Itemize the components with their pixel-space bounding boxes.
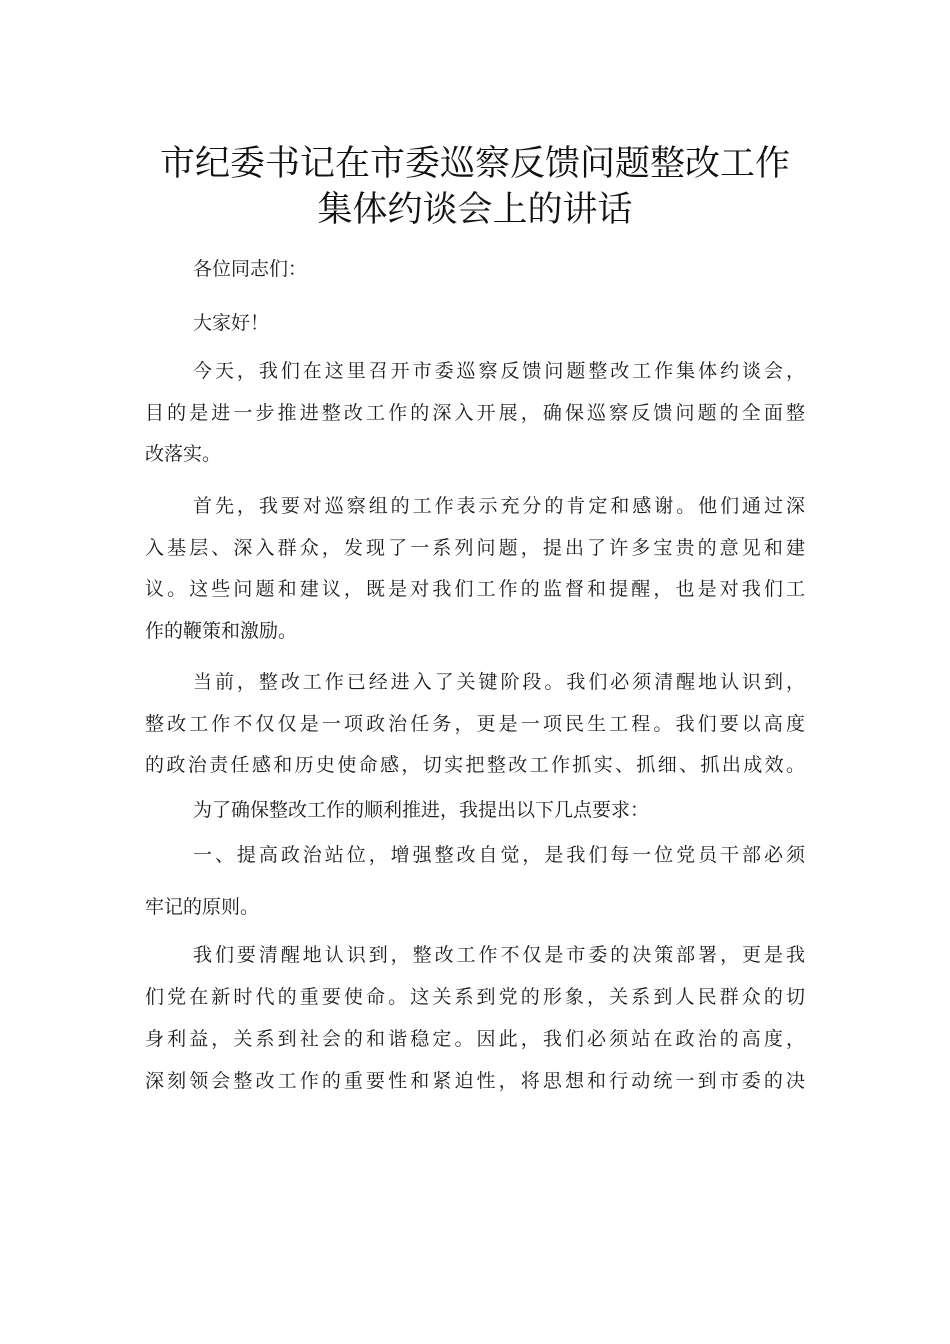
greeting: 大家好！ <box>193 312 270 334</box>
body-line: 们党在新时代的重要使命。这关系到党的形象，关系到人民群众的切 <box>145 986 805 1008</box>
salutation: 各位同志们： <box>193 258 308 280</box>
body-line: 目的是进一步推进整改工作的深入开展，确保巡察反馈问题的全面整 <box>145 402 805 424</box>
body-line: 当前，整改工作已经进入了关键阶段。我们必须清醒地认识到， <box>193 671 805 693</box>
document-title-line-1: 市纪委书记在市委巡察反馈问题整改工作 <box>159 144 790 184</box>
section-heading-line: 一、提高政治站位，增强整改自觉，是我们每一位党员干部必须 <box>193 844 805 866</box>
body-line: 作的鞭策和激励。 <box>145 620 298 642</box>
body-line: 整改工作不仅仅是一项政治任务，更是一项民生工程。我们要以高度 <box>145 713 805 735</box>
body-line: 入基层、深入群众，发现了一系列问题，提出了许多宝贵的意见和建 <box>145 537 805 559</box>
body-line: 今天，我们在这里召开市委巡察反馈问题整改工作集体约谈会， <box>193 360 805 382</box>
body-line: 深刻领会整改工作的重要性和紧迫性，将思想和行动统一到市委的决 <box>145 1070 805 1092</box>
body-line: 改落实。 <box>145 443 222 465</box>
body-line: 首先，我要对巡察组的工作表示充分的肯定和感谢。他们通过深 <box>193 495 805 517</box>
body-line: 的政治责任感和历史使命感，切实把整改工作抓实、抓细、抓出成效。 <box>145 754 805 776</box>
body-line: 我们要清醒地认识到，整改工作不仅是市委的决策部署，更是我 <box>193 944 805 966</box>
body-line: 为了确保整改工作的顺利推进，我提出以下几点要求： <box>193 799 650 821</box>
section-heading-line: 牢记的原则。 <box>145 896 260 918</box>
body-line: 身利益，关系到社会的和谐稳定。因此，我们必须站在政治的高度， <box>145 1028 805 1050</box>
body-line: 议。这些问题和建议，既是对我们工作的监督和提醒，也是对我们工 <box>145 578 805 600</box>
document-title-line-2: 集体约谈会上的讲话 <box>317 190 633 230</box>
